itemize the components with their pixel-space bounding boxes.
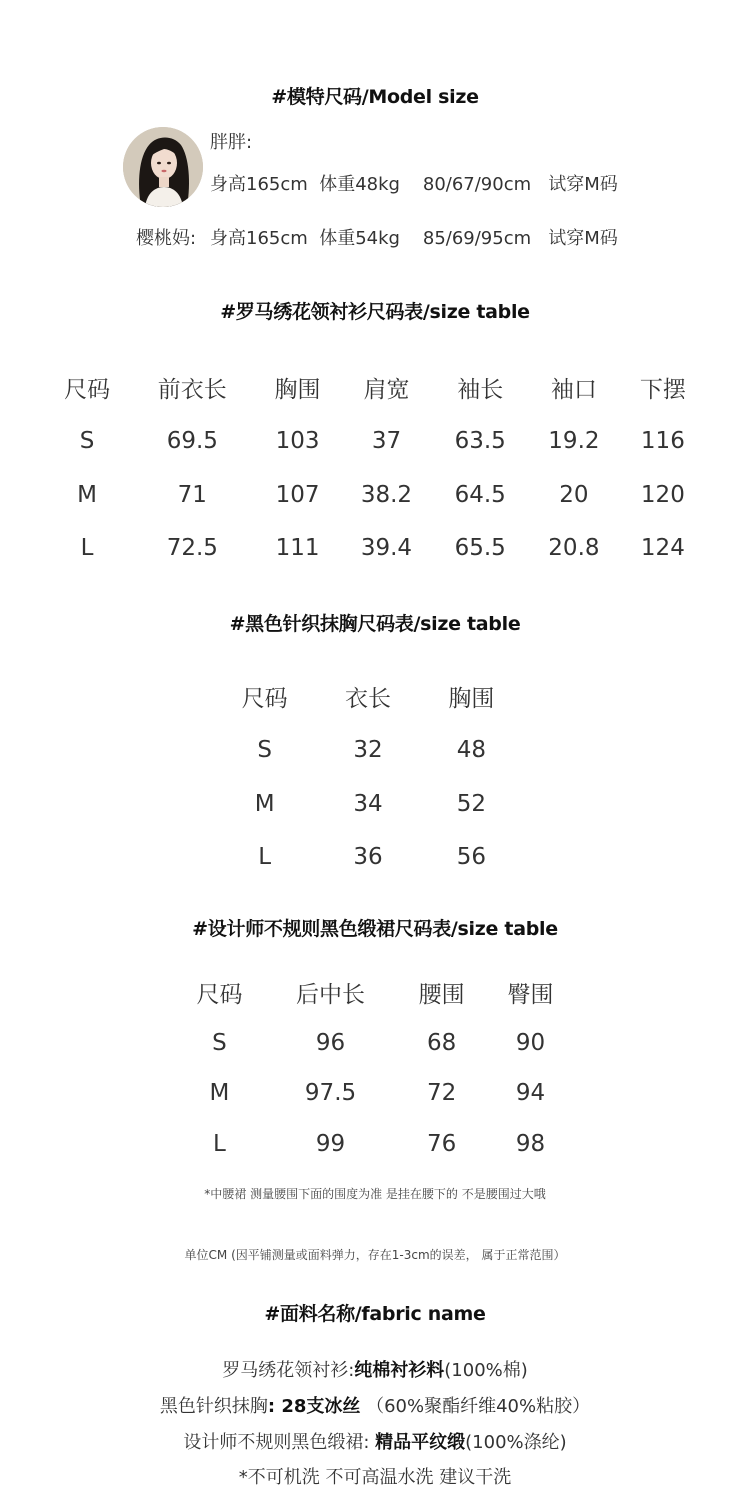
table-cell: L: [213, 1130, 226, 1157]
table-cell: 107: [275, 481, 320, 508]
model-1-stats: 身高165cm 体重48kg 80/67/90cm 试穿M码: [210, 174, 618, 195]
fabric-material: 精品平纹缎: [375, 1432, 466, 1453]
table-cell: 71: [177, 481, 207, 508]
table-cell: S: [257, 737, 272, 764]
table-cell: 52: [456, 790, 486, 817]
table-cell: 48: [456, 737, 486, 764]
skirt-size-table: [175, 967, 575, 1169]
table-cell: M: [77, 481, 98, 508]
fabric-composition: (100%棉): [444, 1360, 528, 1381]
skirt-size-heading: #设计师不规则黑色缎裙尺码表/size table: [192, 918, 558, 940]
shirt-size-heading: #罗马绣花领衬衫尺码表/size table: [220, 301, 530, 323]
table-cell: 20.8: [548, 535, 600, 562]
table-row: [175, 1119, 575, 1170]
column-header: 尺码: [64, 377, 111, 404]
table-cell: 56: [456, 844, 486, 871]
table-header-row: [175, 967, 575, 1018]
table-cell: L: [258, 844, 272, 871]
fabric-label: 设计师不规则黑色缎裙:: [183, 1432, 376, 1453]
care-instructions: *不可机洗 不可高温水洗 建议干洗: [238, 1467, 512, 1488]
table-cell: 76: [427, 1130, 457, 1157]
fabric-line-tube-top: [0, 1392, 750, 1418]
model-2-name: 樱桃妈:: [136, 228, 197, 249]
column-header: 袖长: [457, 377, 504, 404]
column-header: 后中长: [296, 981, 366, 1008]
table-cell: 38.2: [360, 481, 413, 508]
table-cell: 32: [353, 737, 383, 764]
fabric-composition: (100%涤纶): [465, 1432, 567, 1453]
fabric-line-skirt: [0, 1428, 750, 1454]
table-cell: 90: [515, 1029, 546, 1056]
tube-top-size-table: [213, 670, 523, 884]
table-cell: M: [209, 1080, 230, 1107]
skirt-waist-note: *中腰裙 测量腰围下面的围度为准 是挂在腰下的 不是腰围过大哦: [204, 1187, 546, 1201]
shirt-size-table: [45, 361, 705, 575]
table-cell: 99: [315, 1130, 346, 1157]
column-header: 腰围: [418, 981, 465, 1008]
table-row: [175, 1068, 575, 1119]
table-cell: 63.5: [454, 428, 506, 455]
table-cell: M: [254, 790, 275, 817]
table-cell: 19.2: [548, 428, 600, 455]
column-header: 衣长: [344, 686, 391, 713]
table-cell: 64.5: [454, 481, 506, 508]
model-1-name: 胖胖:: [210, 132, 253, 153]
table-cell: 39.4: [360, 535, 413, 562]
table-cell: S: [212, 1029, 227, 1056]
table-cell: 116: [640, 428, 685, 455]
fabric-label: 黑色针织抹胸: [159, 1396, 268, 1417]
fabric-heading: #面料名称/fabric name: [264, 1303, 486, 1325]
table-row: [45, 522, 705, 576]
fabric-label: 罗马绣花领衬衫:: [222, 1360, 355, 1381]
table-row: [213, 777, 523, 831]
table-cell: 120: [640, 481, 685, 508]
unit-note: 单位CM (因平铺测量或面料弹力，存在1-3cm的误差， 属于正常范围）: [184, 1248, 566, 1262]
fabric-material: : 28支冰丝: [267, 1396, 361, 1417]
table-cell: 69.5: [166, 428, 218, 455]
model-size-heading: #模特尺码/Model size: [271, 86, 479, 108]
table-cell: L: [80, 535, 94, 562]
tube-top-size-heading: #黑色针织抹胸尺码表/size table: [229, 613, 521, 635]
table-cell: 94: [515, 1080, 546, 1107]
table-row: [175, 1018, 575, 1069]
column-header: 胸围: [448, 686, 495, 713]
column-header: 袖口: [550, 377, 597, 404]
column-header: 肩宽: [363, 377, 410, 404]
column-header: 下摆: [639, 377, 686, 404]
table-cell: 34: [353, 790, 383, 817]
table-cell: 68: [427, 1029, 457, 1056]
column-header: 前衣长: [157, 377, 227, 404]
table-cell: 72.5: [166, 535, 218, 562]
table-cell: 72: [427, 1080, 457, 1107]
fabric-material: 纯棉衬衫料: [354, 1360, 445, 1381]
table-row: [213, 724, 523, 778]
table-cell: 96: [315, 1029, 346, 1056]
table-row: [213, 831, 523, 885]
table-cell: 124: [640, 535, 685, 562]
table-header-row: [45, 361, 705, 415]
table-cell: 111: [275, 535, 320, 562]
table-cell: 20: [559, 481, 589, 508]
table-cell: 98: [515, 1130, 546, 1157]
column-header: 尺码: [241, 686, 288, 713]
model-avatar: [123, 127, 203, 207]
column-header: 尺码: [196, 981, 243, 1008]
table-cell: 97.5: [304, 1080, 357, 1107]
model-2-stats: 身高165cm 体重54kg 85/69/95cm 试穿M码: [210, 228, 618, 249]
table-row: [45, 468, 705, 522]
fabric-line-shirt: [0, 1356, 750, 1382]
table-cell: 37: [371, 428, 402, 455]
table-cell: 36: [353, 844, 383, 871]
column-header: 臀围: [507, 981, 554, 1008]
table-cell: S: [79, 428, 95, 455]
table-header-row: [213, 670, 523, 724]
model-portrait-image: [123, 127, 203, 207]
table-row: [45, 415, 705, 469]
fabric-composition: （60%聚酯纤维40%粘胶）: [360, 1396, 591, 1417]
column-header: 胸围: [274, 377, 321, 404]
table-cell: 103: [275, 428, 320, 455]
table-cell: 65.5: [454, 535, 506, 562]
